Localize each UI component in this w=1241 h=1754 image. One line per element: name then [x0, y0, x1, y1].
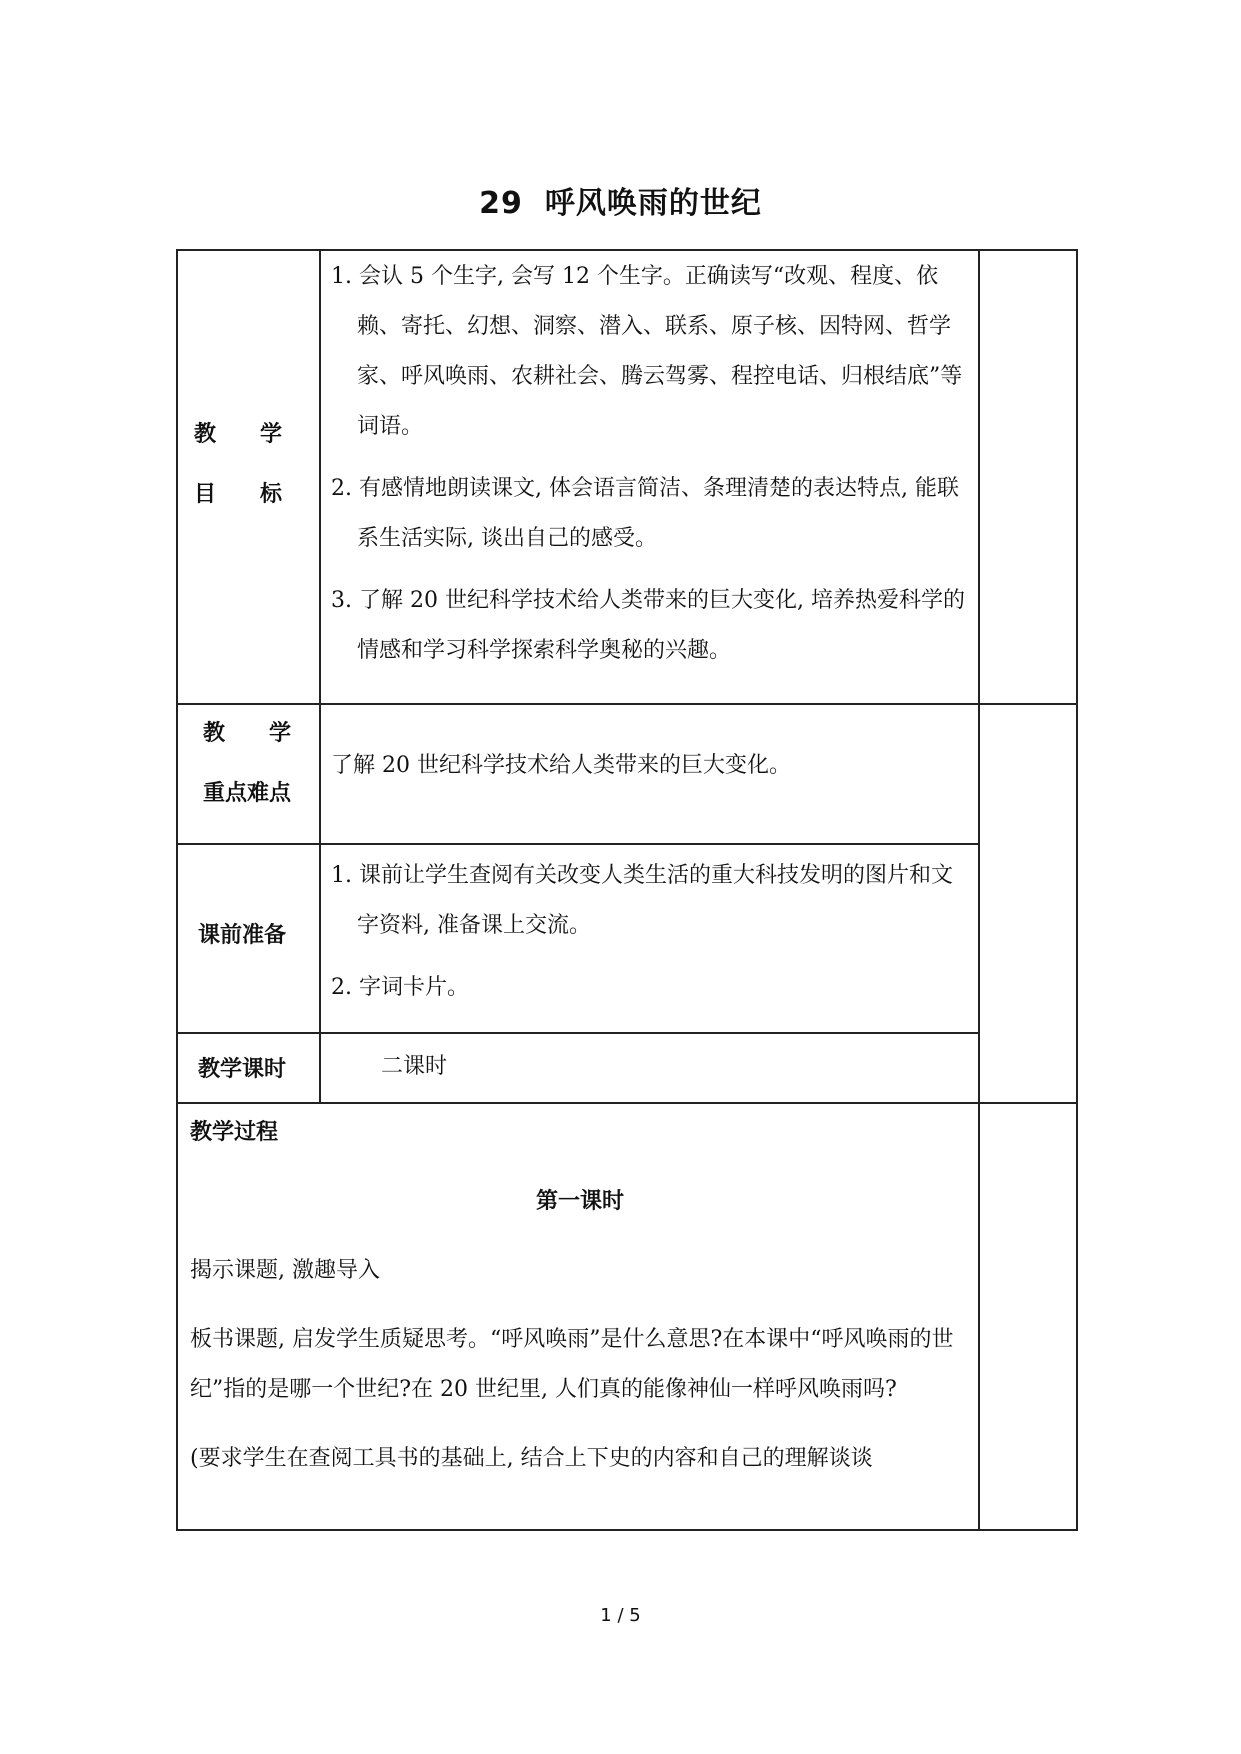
goal-item-2: 2. 有感情地朗读课文, 体会语言简洁、条理清楚的表达特点, 能联系生活实际, 谈出自己的感受。 — [331, 476, 959, 551]
goal-item-1: 1. 会认 5 个生字, 会写 12 个生字。正确读写“改观、程度、依赖、寄托、幻想、洞察、潜入、联系、原子核、因特网、哲学家、呼风唤雨、农耕社会、腾云驾雾、程控电话、归根结底”等词语。 — [331, 264, 963, 439]
process-content — [190, 1108, 970, 1503]
preparation-content — [331, 851, 971, 1025]
key-points-content: 了解 20 世纪科学技术给人类带来的巨大变化。 — [331, 753, 791, 778]
label-column-divider — [319, 249, 321, 1103]
process-subheading: 第一课时 — [535, 1189, 624, 1214]
key-points-label-line1: 教 学 — [203, 721, 292, 746]
row-divider — [176, 1102, 1078, 1104]
goals-label-line1: 教 学 — [194, 422, 283, 447]
process-paragraph-2: (要求学生在查阅工具书的基础上, 结合上下史的内容和自己的理解谈谈 — [190, 1446, 873, 1471]
process-heading: 教学过程 — [190, 1120, 279, 1145]
page-number: 1 / 5 — [600, 1605, 641, 1626]
table-border-top — [176, 249, 1078, 251]
goals-content — [331, 252, 971, 688]
hours-label: 教学课时 — [198, 1057, 287, 1082]
row-divider — [176, 703, 1078, 705]
page-title — [0, 178, 1241, 222]
table-border-right — [1076, 249, 1078, 1531]
table-border-bottom — [176, 1529, 1078, 1531]
process-paragraph: 板书课题, 启发学生质疑思考。“呼风唤雨”是什么意思?在本课中“呼风唤雨的世纪”指的是哪一个世纪?在 20 世纪里, 人们真的能像神仙一样呼风唤雨吗? — [190, 1327, 954, 1402]
hours-value: 二课时 — [381, 1054, 448, 1079]
lesson-title: 呼风唤雨的世纪 — [544, 186, 762, 221]
row-divider — [176, 1032, 979, 1034]
process-step: 揭示课题, 激趣导入 — [190, 1258, 380, 1283]
key-points-label-line2: 重点难点 — [203, 781, 292, 806]
goals-label-line2: 目 标 — [194, 482, 283, 507]
preparation-label: 课前准备 — [198, 923, 287, 948]
preparation-item-1: 1. 课前让学生查阅有关改变人类生活的重大科技发明的图片和文字资料, 准备课上交流。 — [331, 863, 953, 938]
goal-item-3: 3. 了解 20 世纪科学技术给人类带来的巨大变化, 培养热爱科学的情感和学习科学探索科学奥秘的兴趣。 — [331, 588, 965, 663]
lesson-plan-table — [176, 249, 1078, 1531]
lesson-number: 29 — [479, 186, 523, 221]
table-border-left — [176, 249, 178, 1531]
row-divider — [176, 843, 979, 845]
preparation-item-2: 2. 字词卡片。 — [331, 975, 469, 1000]
content-column-divider — [978, 249, 980, 1531]
